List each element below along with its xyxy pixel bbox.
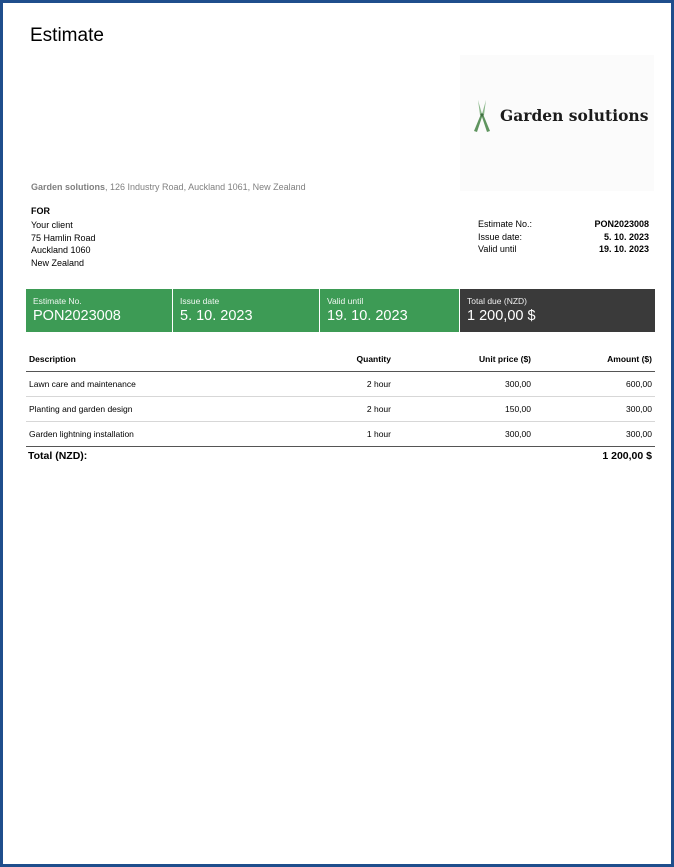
banner-label: Estimate No. [33,296,82,306]
banner-issue-date [173,289,320,332]
meta-label: Issue date: [478,231,523,242]
client-line: New Zealand [31,258,85,269]
estimate-meta [478,218,649,256]
client-label: FOR [31,206,50,216]
total-label: Total (NZD): [28,450,88,462]
garden-shears-icon [470,99,494,133]
cell-quantity: 1 hour [254,422,394,447]
total-row [28,450,652,462]
column-header-unit-price: Unit price ($) [394,347,534,372]
meta-row [478,231,649,244]
banner-label: Valid until [327,296,364,306]
client-line: Your client [31,220,73,230]
client-address [31,219,96,270]
cell-unit-price: 150,00 [394,397,534,422]
column-header-amount: Amount ($) [534,347,655,372]
meta-label: Estimate No.: [478,219,533,229]
banner-total-due [460,289,655,332]
document-title: Estimate [30,25,104,46]
table-header-row [26,347,655,372]
banner-label: Total due (NZD) [467,296,527,306]
banner-value: 19. 10. 2023 [327,308,408,324]
banner-value: 1 200,00 $ [467,308,536,324]
cell-quantity: 2 hour [254,372,394,397]
summary-banner [26,289,655,332]
sender-address-text: , 126 Industry Road, Auckland 1061, New Zealand [105,182,306,192]
table-row [26,422,655,447]
banner-estimate-number [26,289,173,332]
table-row [26,397,655,422]
banner-value: 5. 10. 2023 [180,308,253,324]
cell-amount: 300,00 [534,422,655,447]
client-line: Auckland 1060 [31,245,91,256]
total-value: 1 200,00 $ [602,450,652,462]
meta-label: Valid until [478,244,517,254]
sender-name: Garden solutions [31,182,106,192]
banner-valid-until [320,289,460,332]
items-table [26,347,655,447]
cell-amount: 600,00 [534,372,655,397]
banner-label: Issue date [180,296,220,306]
meta-value: 5. 10. 2023 [603,231,649,242]
cell-description: Planting and garden design [26,397,254,422]
meta-value: 19. 10. 2023 [598,244,649,254]
logo-text: Garden solutions [500,106,649,125]
table-row [26,372,655,397]
cell-unit-price: 300,00 [394,372,534,397]
cell-description: Lawn care and maintenance [26,372,254,397]
column-header-quantity: Quantity [254,347,394,372]
sender-address [31,182,306,192]
meta-row [478,218,649,231]
meta-row [478,243,649,256]
client-line: 75 Hamlin Road [31,232,96,243]
meta-value: PON2023008 [594,219,649,229]
cell-amount: 300,00 [534,397,655,422]
banner-value: PON2023008 [33,308,121,324]
cell-unit-price: 300,00 [394,422,534,447]
cell-description: Garden lightning installation [26,422,254,447]
column-header-description: Description [26,347,254,372]
cell-quantity: 2 hour [254,397,394,422]
